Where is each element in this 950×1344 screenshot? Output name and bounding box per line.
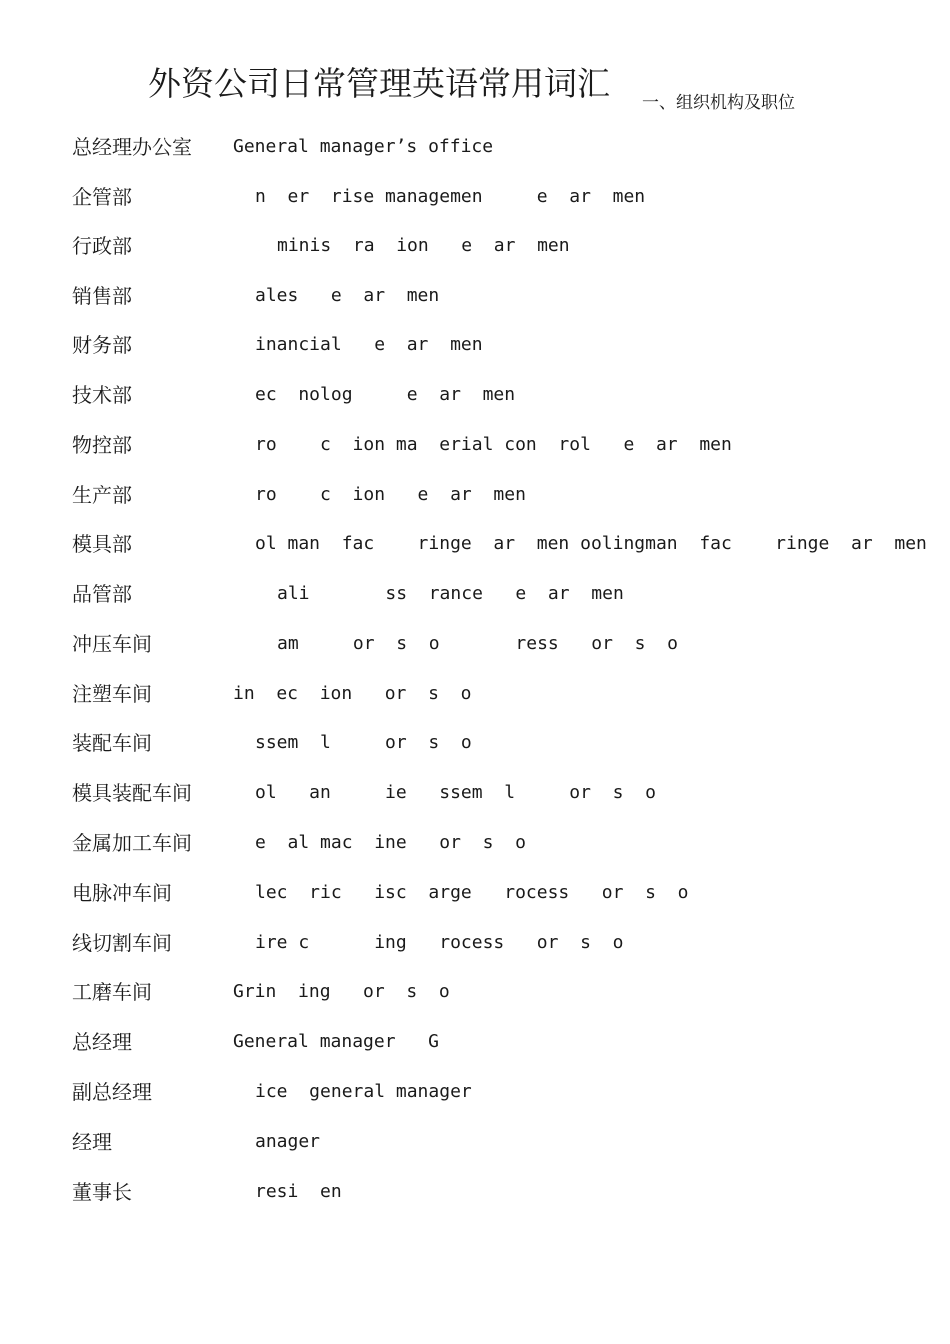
english-term: ice general manager: [255, 1081, 472, 1102]
english-term: inancial e ar men: [255, 334, 483, 355]
list-item: [0, 282, 950, 318]
chinese-term: 冲压车间: [72, 632, 152, 656]
list-item: [0, 1078, 950, 1114]
chinese-term: 总经理: [72, 1030, 132, 1054]
english-term: e al mac ine or s o: [255, 832, 526, 853]
list-item: [0, 381, 950, 417]
section-heading: 一、组织机构及职位: [642, 93, 795, 113]
english-term: ro c ion e ar men: [255, 484, 526, 505]
list-item: [0, 580, 950, 616]
english-term: ire c ing rocess or s o: [255, 932, 624, 953]
chinese-term: 物控部: [72, 433, 132, 457]
english-term: lec ric isc arge rocess or s o: [255, 882, 689, 903]
english-term: Grin ing or s o: [233, 981, 450, 1002]
list-item: [0, 929, 950, 965]
english-term: ol man fac ringe ar men oolingman fac ringe ar men: [255, 533, 927, 554]
chinese-term: 副总经理: [72, 1080, 152, 1104]
list-item: [0, 729, 950, 765]
document-title: 外资公司日常管理英语常用词汇: [148, 64, 610, 103]
english-term: anager: [255, 1131, 321, 1152]
chinese-term: 经理: [72, 1130, 112, 1154]
english-term: resi en: [255, 1181, 342, 1202]
english-term: ol an ie ssem l or s o: [255, 782, 656, 803]
chinese-term: 销售部: [72, 284, 132, 308]
list-item: [0, 630, 950, 666]
english-term: ales e ar men: [255, 285, 440, 306]
english-term: ali ss rance e ar men: [277, 583, 624, 604]
chinese-term: 模具部: [72, 532, 132, 556]
list-item: [0, 431, 950, 467]
chinese-term: 企管部: [72, 185, 132, 209]
chinese-term: 电脉冲车间: [72, 881, 172, 905]
list-item: [0, 232, 950, 268]
list-item: [0, 779, 950, 815]
chinese-term: 注塑车间: [72, 682, 152, 706]
chinese-term: 装配车间: [72, 731, 152, 755]
list-item: [0, 133, 950, 169]
chinese-term: 董事长: [72, 1180, 132, 1204]
english-term: n er rise managemen e ar men: [255, 186, 646, 207]
chinese-term: 技术部: [72, 383, 132, 407]
list-item: [0, 978, 950, 1014]
english-term: in ec ion or s o: [233, 683, 472, 704]
english-term: am or s o ress or s o: [277, 633, 678, 654]
list-item: [0, 1128, 950, 1164]
list-item: [0, 331, 950, 367]
list-item: [0, 1178, 950, 1214]
list-item: [0, 1028, 950, 1064]
chinese-term: 模具装配车间: [72, 781, 192, 805]
english-term: ssem l or s o: [255, 732, 472, 753]
chinese-term: 生产部: [72, 483, 132, 507]
english-term: ec nolog e ar men: [255, 384, 516, 405]
chinese-term: 金属加工车间: [72, 831, 192, 855]
english-term: General manager’s office: [233, 136, 494, 157]
chinese-term: 行政部: [72, 234, 132, 258]
list-item: [0, 829, 950, 865]
english-term: minis ra ion e ar men: [277, 235, 570, 256]
list-item: [0, 680, 950, 716]
english-term: General manager G: [233, 1031, 439, 1052]
list-item: [0, 481, 950, 517]
chinese-term: 品管部: [72, 582, 132, 606]
list-item: [0, 879, 950, 915]
list-item: [0, 183, 950, 219]
list-item: [0, 530, 950, 566]
chinese-term: 财务部: [72, 333, 132, 357]
chinese-term: 线切割车间: [72, 931, 172, 955]
english-term: ro c ion ma erial con rol e ar men: [255, 434, 732, 455]
chinese-term: 总经理办公室: [72, 135, 192, 159]
chinese-term: 工磨车间: [72, 980, 152, 1004]
